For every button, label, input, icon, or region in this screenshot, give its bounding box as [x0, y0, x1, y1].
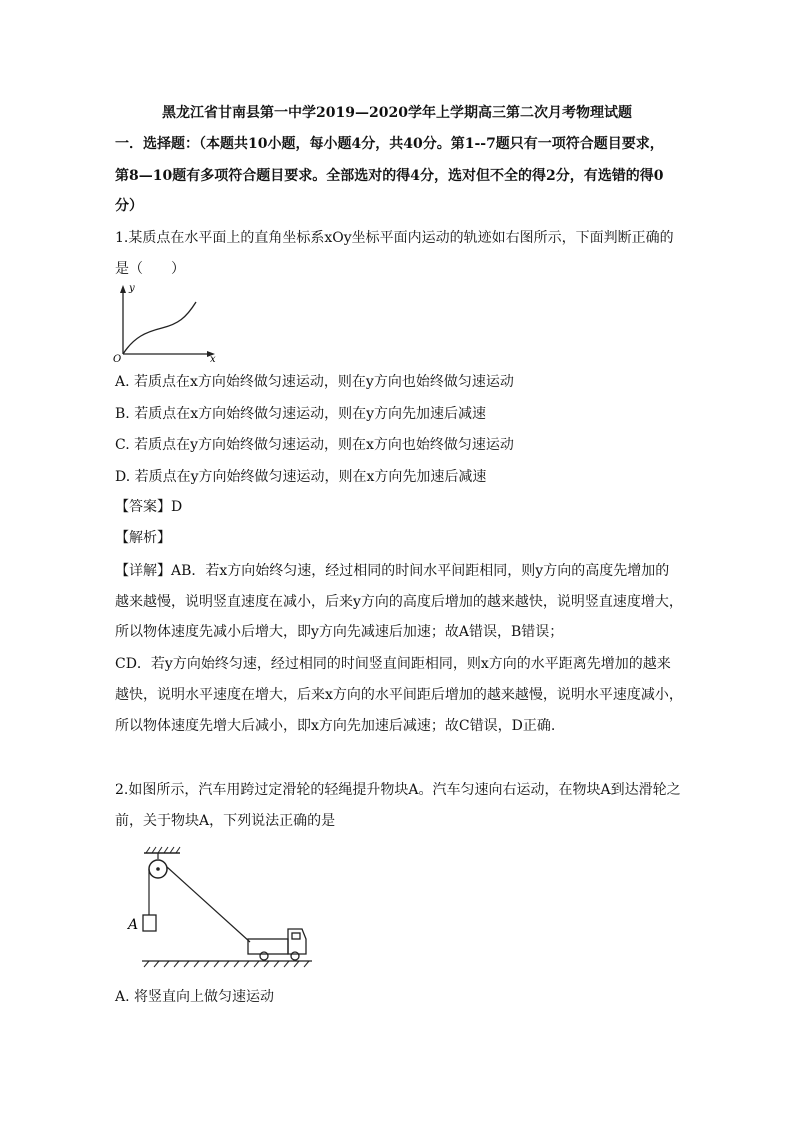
block-a: [143, 915, 156, 931]
q1-detail-line1: 【详解】AB．若x方向始终匀速，经过相同的时间水平间距相同，则y方向的高度先增加的: [115, 563, 670, 579]
q2-stem-line1: 2.如图所示，汽车用跨过定滑轮的轻绳提升物块A。汽车匀速向右运动，在物块A到达滑轮之: [115, 782, 681, 798]
q1-option-a: A. 若质点在x方向始终做匀速运动，则在y方向也始终做匀速运动: [115, 374, 514, 390]
q1-analysis-heading: 【解析】: [115, 530, 171, 546]
q1-detail-line5: 越快，说明水平速度在增大，后来x方向的水平间距后增加的越来越慢，说明水平速度减小，: [115, 687, 683, 703]
q1-stem-line2: 是（ ）: [115, 261, 185, 277]
q1-detail-line3: 所以物体速度先减小后增大，即y方向先减速后加速；故A错误，B错误；: [115, 624, 564, 640]
q2-stem-line2: 前，关于物块A，下列说法正确的是: [115, 813, 336, 829]
origin-label: O: [113, 354, 122, 364]
q1-detail-line4: CD．若y方向始终匀速，经过相同的时间竖直间距相同，则x方向的水平距离先增加的越来: [115, 656, 671, 672]
section-instructions-line1: 一．选择题：（本题共10小题，每小题4分，共40分。第1--7题只有一项符合题目要求，: [115, 136, 664, 152]
q1-option-b: B. 若质点在x方向始终做匀速运动，则在y方向先加速后减速: [115, 406, 486, 422]
q1-stem-line1: 1.某质点在水平面上的直角坐标系xOy坐标平面内运动的轨迹如右图所示，下面判断正确的: [115, 230, 674, 246]
ground-hatch: [144, 961, 309, 967]
car-icon: [248, 929, 306, 960]
y-axis-arrow-icon: [120, 285, 126, 293]
x-axis-label: x: [210, 354, 216, 364]
q1-option-c: C. 若质点在y方向始终做匀速运动，则在x方向也始终做匀速运动: [115, 437, 514, 453]
rope-diagonal: [167, 867, 250, 942]
q1-detail-line6: 所以物体速度先增大后减小，即x方向先加速后减速；故C错误，D正确.: [115, 718, 556, 734]
section-instructions-line3: 分）: [115, 198, 143, 214]
q2-pulley-car-diagram: [122, 845, 322, 970]
q1-answer: 【答案】D: [115, 499, 183, 515]
section-instructions-line2: 第8—10题有多项符合题目要求。全部选对的得4分，选对但不全的得2分，有选错的得0: [115, 168, 664, 184]
q1-trajectory-graph: [112, 282, 222, 364]
q2-option-a: A. 将竖直向上做匀速运动: [115, 989, 275, 1005]
block-a-label: A: [128, 917, 139, 933]
pulley-axle: [156, 867, 160, 871]
exam-title: 黑龙江省甘南县第一中学2019—2020学年上学期高三第二次月考物理试题: [162, 105, 632, 121]
y-axis-label: y: [129, 283, 135, 294]
ceiling-hatch: [146, 847, 180, 853]
trajectory-curve: [123, 302, 196, 354]
q1-detail-line2: 越来越慢，说明竖直速度在减小，后来y方向的高度后增加的越来越快，说明竖直速度增大，: [115, 594, 683, 610]
q1-option-d: D. 若质点在y方向始终做匀速运动，则在x方向先加速后减速: [115, 469, 487, 485]
